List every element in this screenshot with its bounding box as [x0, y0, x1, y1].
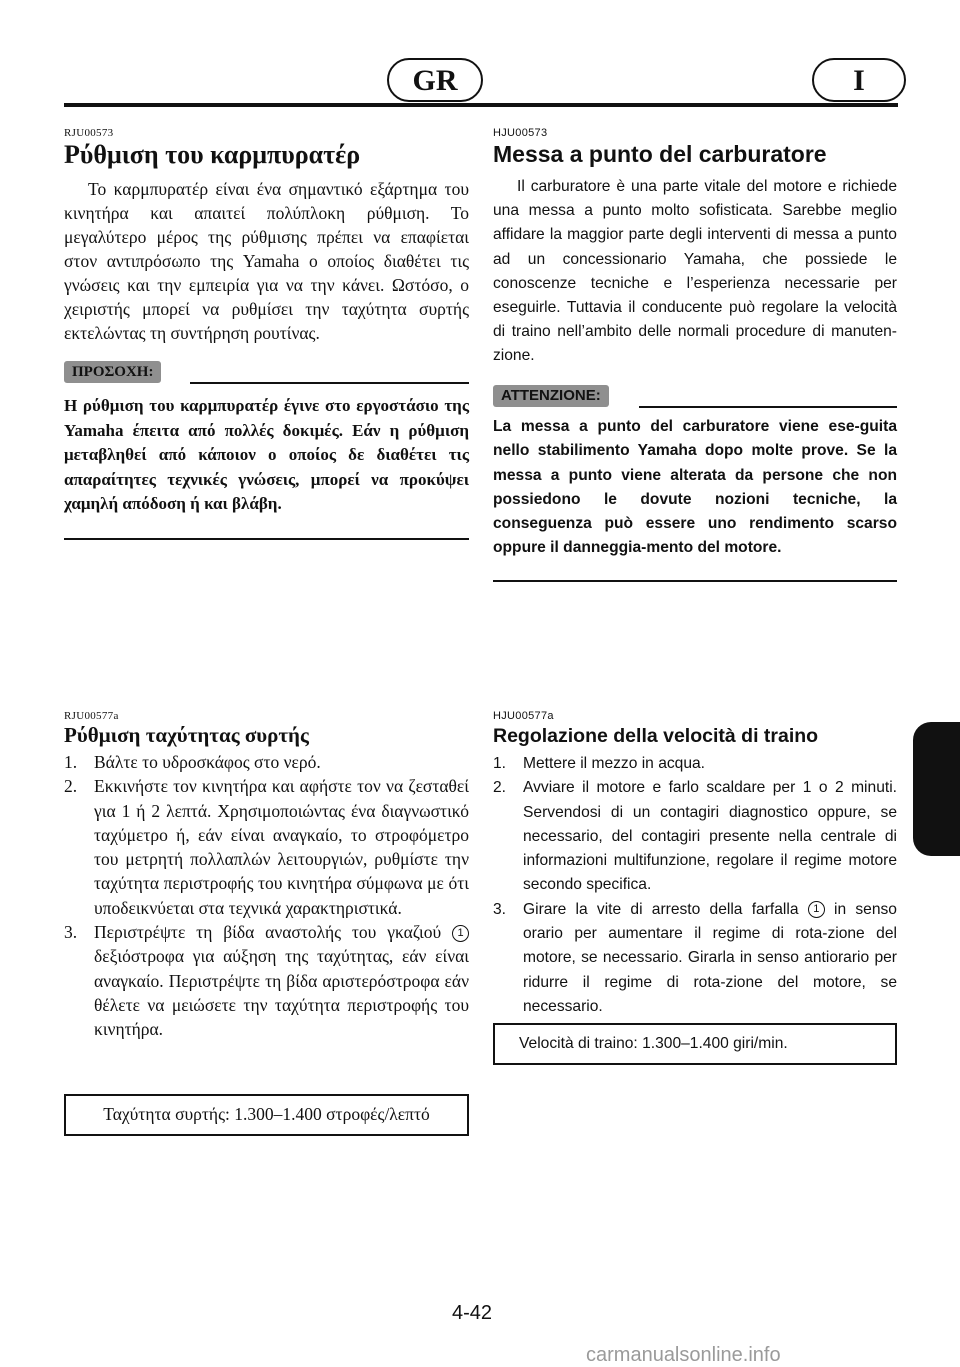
step-number: 2. — [493, 779, 507, 797]
step-list — [493, 752, 897, 1019]
callout-marker: 1 — [808, 901, 825, 918]
step-text: Girare la vite di arresto della farfalla — [523, 900, 799, 918]
section-title: Messa a punto del carburatore — [493, 141, 827, 167]
step-text: Avviare il motore e farlo scaldare per 1 o 2 minuti. Servendosi di un contagiri diagnostico oppure, se necessario, del contagiri presente nella centrale di informazioni multifunzione, regolare il regime motore secondo specifica. — [523, 779, 897, 894]
section-title: Regolazione della velocità di traino — [493, 725, 819, 747]
callout-marker: 1 — [452, 925, 469, 942]
section-code: HJU00577a — [493, 710, 554, 722]
language-tab-greek: GR — [387, 58, 483, 102]
section-code: HJU00573 — [493, 127, 548, 139]
step-text: δεξιόστροφα για αύξηση της ταχύτητας, εάν είναι αναγκαίο. Περιστρέψτε τη βίδα αριστερόστροφα εάν θέλετε να μειώσετε την ταχύτητα περιστροφής του κινητήρα. — [94, 946, 469, 1040]
step-text: Περιστρέψτε τη βίδα αναστολής του γκαζιού — [94, 922, 442, 943]
chapter-thumb-tab — [913, 722, 960, 856]
list-item — [64, 774, 469, 920]
warning-label: ATTENZIONE: — [493, 385, 609, 407]
warning-header — [64, 361, 469, 385]
step-text: Mettere il mezzo in acqua. — [523, 755, 706, 772]
list-item — [493, 752, 897, 776]
step-list — [64, 750, 469, 1042]
page-number: 4-42 — [452, 1302, 493, 1324]
section-code: RJU00577a — [64, 710, 119, 722]
spec-box — [493, 1023, 897, 1065]
warning-text: La messa a punto del carburatore viene ese-guita nello stabilimento Yamaha dopo molte prove. Se la messa a punto viene alterata da persone che non possiedono le dovute nozioni tecniche, la conseguenza può essere uno rendimento scarso oppure il danneggia-mento del motore. — [493, 418, 897, 557]
step-text: Εκκινήστε τον κινητήρα και αφήστε τον να ζεσταθεί για 1 ή 2 λεπτά. Χρησιμοποιώντας ένα διαγνωστικό ταχύμετρο ή, εάν είναι αναγκαίο, το στροφόμετρο του μετρητή πολλαπλών λειτουργιών, ρυθμίστε την ταχύτητα περιστροφής του κινητήρα σύμφωνα με ότι υποδεικνύεται στα τεχνικά χαρακτηριστικά. — [94, 776, 469, 918]
step-text: Βάλτε το υδροσκάφος στο νερό. — [94, 752, 321, 772]
section-title: Ρύθμιση του καρμπυρατέρ — [64, 140, 361, 169]
spec-box — [64, 1094, 469, 1136]
warning-rule — [639, 406, 897, 408]
language-tab-italian: I — [812, 58, 906, 102]
step-number: 2. — [64, 776, 78, 797]
warning-header — [493, 385, 897, 409]
header-rule — [64, 103, 898, 107]
list-item — [493, 776, 897, 897]
warning-bottom-rule — [493, 580, 897, 582]
list-item — [64, 920, 469, 1041]
warning-label: ΠΡΟΣΟΧΗ: — [64, 361, 161, 383]
warning-bottom-rule — [64, 538, 469, 540]
step-text: in senso orario per aumentare il regime di rota-zione del motore, se necessario. Girarla in senso antiorario per ridurre il regime di rota-zione del motore, se necessario. — [523, 900, 897, 1015]
watermark: carmanualsonline.info — [586, 1344, 781, 1366]
step-number: 3. — [64, 922, 78, 943]
warning-rule — [190, 382, 469, 384]
step-number: 1. — [493, 755, 507, 772]
list-item — [64, 750, 469, 774]
warning-text: Η ρύθμιση του καρμπυρατέρ έγινε στο εργοστάσιο της Yamaha έπειτα από πολλές δοκιμές. Εάν η ρύθμιση μεταβληθεί από κάποιον ο οποίος δε διαθέτει τις απαραίτητες τεχνικές γνώσεις, μπορεί να προκύψει χαμηλή απόδοση ή και βλάβη. — [64, 396, 469, 513]
spec-text: Ταχύτητα συρτής: 1.300–1.400 στροφές/λεπτό — [103, 1104, 430, 1124]
section-body: Το καρμπυρατέρ είναι ένα σημαντικό εξάρτημα του κινητήρα και απαιτεί πολύπλοκη ρύθμιση. Το μεγαλύτερο μέρος της ρύθμισης πρέπει να επαφίεται στον αντιπρόσωπο της Yamaha ο οποίος διαθέτει τις γνώσεις και την εμπειρία για να την κάνει. Ωστόσο, ο χειριστής μπορεί να ρυθμίσει την ταχύτητα συρτής εκτελώντας τη συντήρηση ρουτίνας. — [64, 179, 469, 343]
list-item — [493, 898, 897, 1019]
step-number: 1. — [64, 752, 78, 772]
step-number: 3. — [493, 900, 507, 918]
spec-text: Velocità di traino: 1.300–1.400 giri/min. — [519, 1035, 788, 1052]
section-body: Il carburatore è una parte vitale del motore e richiede una messa a punto molto sofisticata. Sarebbe meglio affidare la maggior parte degli interventi di messa a punto ad un concessionario Yamaha, che possiede le conoscenze tecniche e l’esperienza necessarie per eseguirle. Tuttavia il conducente può regolare la velocità di traino nell’ambito delle normali procedure di manuten-zione. — [493, 178, 897, 365]
section-code: RJU00573 — [64, 127, 114, 139]
section-title: Ρύθμιση ταχύτητας συρτής — [64, 723, 309, 747]
